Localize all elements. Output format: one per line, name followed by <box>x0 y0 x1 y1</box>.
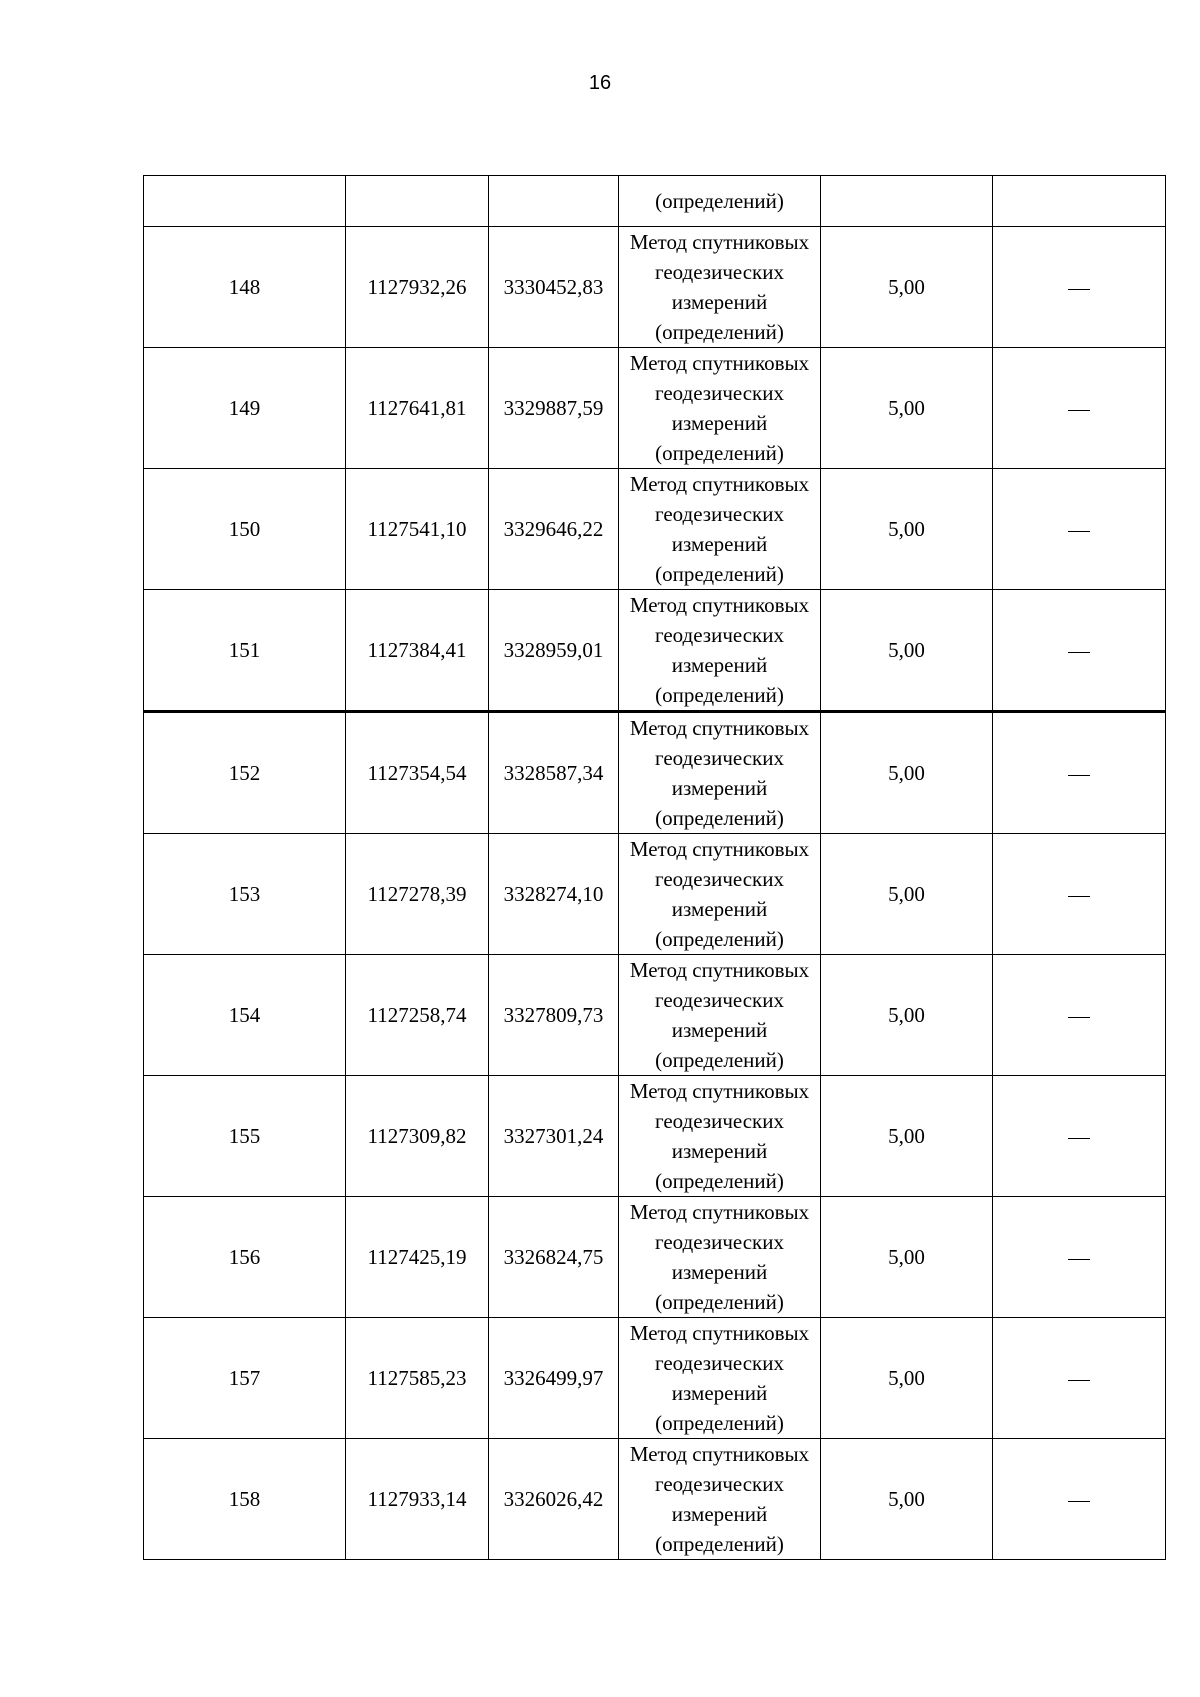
point-cell <box>144 176 346 227</box>
dash-mark <box>1068 531 1090 532</box>
dash-mark <box>1068 1501 1090 1502</box>
point-cell: 156 <box>144 1197 346 1318</box>
y-cell: 3330452,83 <box>489 227 619 348</box>
point-cell: 151 <box>144 590 346 712</box>
accuracy-cell <box>821 176 993 227</box>
table-row <box>144 955 1166 1076</box>
accuracy-cell: 5,00 <box>821 348 993 469</box>
table-row <box>144 469 1166 590</box>
accuracy-cell: 5,00 <box>821 1318 993 1439</box>
table-row <box>144 590 1166 712</box>
y-cell: 3328274,10 <box>489 834 619 955</box>
accuracy-cell: 5,00 <box>821 1076 993 1197</box>
dash-mark <box>1068 289 1090 290</box>
y-cell: 3328587,34 <box>489 712 619 834</box>
x-cell: 1127278,39 <box>346 834 489 955</box>
x-cell: 1127641,81 <box>346 348 489 469</box>
coordinates-table <box>143 175 1166 1560</box>
y-cell: 3328959,01 <box>489 590 619 712</box>
y-cell: 3326824,75 <box>489 1197 619 1318</box>
description-cell <box>993 469 1166 590</box>
description-cell <box>993 712 1166 834</box>
method-cell <box>619 1197 821 1318</box>
method-cell <box>619 712 821 834</box>
table-row <box>144 1076 1166 1197</box>
method-cell <box>619 227 821 348</box>
dash-mark <box>1068 1017 1090 1018</box>
dash-mark <box>1068 410 1090 411</box>
method-cell <box>619 834 821 955</box>
description-cell <box>993 590 1166 712</box>
method-text: Метод спутниковых геодезических измерений (определений) <box>629 958 810 1072</box>
x-cell: 1127354,54 <box>346 712 489 834</box>
x-cell: 1127933,14 <box>346 1439 489 1560</box>
dash-mark <box>1068 1259 1090 1260</box>
point-cell: 155 <box>144 1076 346 1197</box>
description-cell <box>993 955 1166 1076</box>
method-text: Метод спутниковых геодезических измерений (определений) <box>629 1200 810 1314</box>
table-row <box>144 348 1166 469</box>
table-row <box>144 1197 1166 1318</box>
dash-mark <box>1068 896 1090 897</box>
description-cell <box>993 1439 1166 1560</box>
point-cell: 153 <box>144 834 346 955</box>
description-cell <box>993 176 1166 227</box>
point-cell: 157 <box>144 1318 346 1439</box>
table-row <box>144 1318 1166 1439</box>
point-cell: 152 <box>144 712 346 834</box>
x-cell: 1127309,82 <box>346 1076 489 1197</box>
method-text: Метод спутниковых геодезических измерений (определений) <box>629 593 810 707</box>
table-row-continuation <box>144 176 1166 227</box>
y-cell: 3327301,24 <box>489 1076 619 1197</box>
table-row <box>144 712 1166 834</box>
accuracy-cell: 5,00 <box>821 712 993 834</box>
method-cell: (определений) <box>619 176 821 227</box>
dash-mark <box>1068 652 1090 653</box>
description-cell <box>993 1318 1166 1439</box>
method-text: Метод спутниковых геодезических измерений (определений) <box>629 1321 810 1435</box>
description-cell <box>993 1197 1166 1318</box>
table-row <box>144 227 1166 348</box>
point-cell: 150 <box>144 469 346 590</box>
dash-mark <box>1068 1380 1090 1381</box>
x-cell: 1127258,74 <box>346 955 489 1076</box>
x-cell: 1127384,41 <box>346 590 489 712</box>
dash-mark <box>1068 775 1090 776</box>
x-cell: 1127425,19 <box>346 1197 489 1318</box>
description-cell <box>993 834 1166 955</box>
page-number: 16 <box>588 72 612 94</box>
point-cell: 149 <box>144 348 346 469</box>
method-cell <box>619 1439 821 1560</box>
x-cell <box>346 176 489 227</box>
point-cell: 154 <box>144 955 346 1076</box>
dash-mark <box>1068 1138 1090 1139</box>
accuracy-cell: 5,00 <box>821 227 993 348</box>
method-cell <box>619 955 821 1076</box>
method-text: Метод спутниковых геодезических измерений (определений) <box>629 472 810 586</box>
method-cell <box>619 1076 821 1197</box>
table-row <box>144 1439 1166 1560</box>
accuracy-cell: 5,00 <box>821 1439 993 1560</box>
x-cell: 1127585,23 <box>346 1318 489 1439</box>
y-cell: 3326499,97 <box>489 1318 619 1439</box>
accuracy-cell: 5,00 <box>821 590 993 712</box>
description-cell <box>993 227 1166 348</box>
description-cell <box>993 348 1166 469</box>
method-cell <box>619 348 821 469</box>
point-cell: 158 <box>144 1439 346 1560</box>
method-text: Метод спутниковых геодезических измерений (определений) <box>629 1442 810 1556</box>
y-cell: 3329887,59 <box>489 348 619 469</box>
table-row <box>144 834 1166 955</box>
accuracy-cell: 5,00 <box>821 834 993 955</box>
method-text: Метод спутниковых геодезических измерений (определений) <box>629 1079 810 1193</box>
method-text: Метод спутниковых геодезических измерений (определений) <box>629 716 810 830</box>
y-cell <box>489 176 619 227</box>
method-text: Метод спутниковых геодезических измерений (определений) <box>629 230 810 344</box>
method-cell <box>619 590 821 712</box>
point-cell: 148 <box>144 227 346 348</box>
y-cell: 3327809,73 <box>489 955 619 1076</box>
description-cell <box>993 1076 1166 1197</box>
x-cell: 1127932,26 <box>346 227 489 348</box>
method-cell <box>619 1318 821 1439</box>
x-cell: 1127541,10 <box>346 469 489 590</box>
accuracy-cell: 5,00 <box>821 1197 993 1318</box>
accuracy-cell: 5,00 <box>821 955 993 1076</box>
method-cell <box>619 469 821 590</box>
method-text: Метод спутниковых геодезических измерений (определений) <box>629 837 810 951</box>
accuracy-cell: 5,00 <box>821 469 993 590</box>
method-text: Метод спутниковых геодезических измерений (определений) <box>629 351 810 465</box>
y-cell: 3329646,22 <box>489 469 619 590</box>
y-cell: 3326026,42 <box>489 1439 619 1560</box>
